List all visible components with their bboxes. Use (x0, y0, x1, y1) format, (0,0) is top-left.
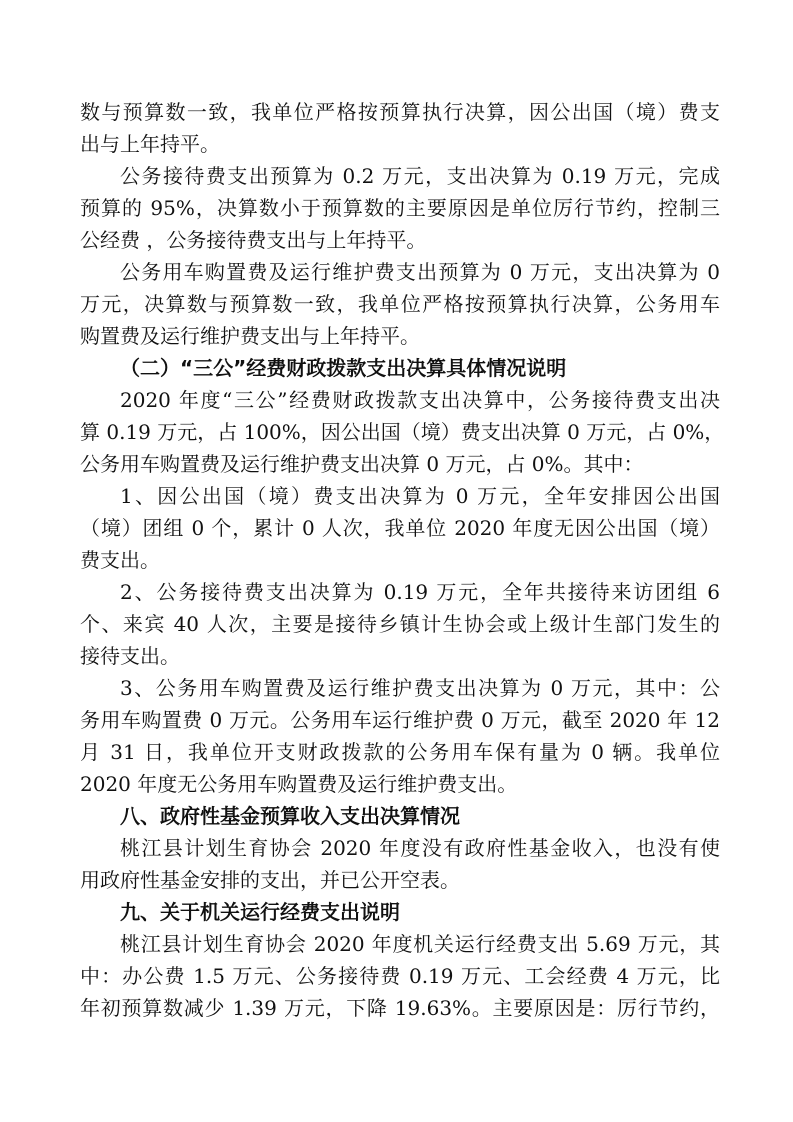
text-line: 公务用车购置费及运行维护费支出决算 0 万元，占 0%。其中： (80, 452, 644, 476)
text-line: 预算的 95%，决算数小于预算数的主要原因是单位厉行节约，控制三 (80, 196, 720, 220)
text-line: 2、公务接待费支出决算为 0.19 万元，全年共接待来访团组 6 (120, 580, 720, 604)
paragraph (80, 576, 720, 672)
text-line: 购置费及运行维护费支出与上年持平。 (80, 324, 420, 348)
text-line: 年初预算数减少 1.39 万元，下降 19.63%。主要原因是：厉行节约， (80, 996, 720, 1020)
paragraph (80, 256, 720, 352)
text-line: 2020 年度“三公”经费财政拨款支出决算中，公务接待费支出决 (120, 388, 720, 412)
paragraph (80, 672, 720, 800)
text-line: 公务用车购置费及运行维护费支出预算为 0 万元，支出决算为 0 (120, 260, 720, 284)
text-line: 务用车购置费 0 万元。公务用车运行维护费 0 万元，截至 2020 年 12 (80, 708, 720, 732)
text-line: 2020 年度无公务用车购置费及运行维护费支出。 (80, 772, 518, 796)
text-line: 出与上年持平。 (80, 132, 220, 156)
text-line: 3、公务用车购置费及运行维护费支出决算为 0 万元，其中：公 (120, 676, 720, 700)
text-line: 个、来宾 40 人次，主要是接待乡镇计生协会或上级计生部门发生的 (80, 612, 720, 636)
paragraph (80, 832, 720, 896)
text-line: 月 31 日，我单位开支财政拨款的公务用车保有量为 0 辆。我单位 (80, 740, 720, 764)
paragraph (80, 928, 720, 1024)
text-line: 数与预算数一致，我单位严格按预算执行决算，因公出国（境）费支 (80, 100, 720, 124)
section-heading (80, 800, 720, 832)
text-line: 万元，决算数与预算数一致，我单位严格按预算执行决算，公务用车 (80, 292, 720, 316)
text-line: 中：办公费 1.5 万元、公务接待费 0.19 万元、工会经费 4 万元，比 (80, 964, 720, 988)
text-line: 公经费 ，公务接待费支出与上年持平。 (80, 228, 427, 252)
text-line: 算 0.19 万元，占 100%，因公出国（境）费支出决算 0 万元，占 0%， (80, 420, 725, 444)
section-heading (80, 896, 720, 928)
text-line: 接待支出。 (80, 644, 180, 668)
text-line: 用政府性基金安排的支出，并已公开空表。 (80, 868, 460, 892)
text-line: 公务接待费支出预算为 0.2 万元，支出决算为 0.19 万元，完成 (120, 164, 720, 188)
paragraph (80, 160, 720, 256)
text-line: （境）团组 0 个，累计 0 人次，我单位 2020 年度无因公出国（境） (80, 516, 720, 540)
paragraph (80, 96, 720, 160)
document-body (80, 96, 725, 1024)
heading-text: （二）“三公”经费财政拨款支出决算具体情况说明 (120, 356, 567, 380)
text-line: 桃江县计划生育协会 2020 年度机关运行经费支出 5.69 万元，其 (120, 932, 720, 956)
section-heading (80, 352, 720, 384)
text-line: 桃江县计划生育协会 2020 年度没有政府性基金收入，也没有使 (120, 836, 720, 860)
paragraph (80, 384, 725, 480)
text-line: 1、因公出国（境）费支出决算为 0 万元，全年安排因公出国 (120, 484, 720, 508)
heading-text: 九、关于机关运行经费支出说明 (120, 900, 400, 924)
text-line: 费支出。 (80, 548, 160, 572)
heading-text: 八、政府性基金预算收入支出决算情况 (120, 804, 460, 828)
paragraph (80, 480, 720, 576)
